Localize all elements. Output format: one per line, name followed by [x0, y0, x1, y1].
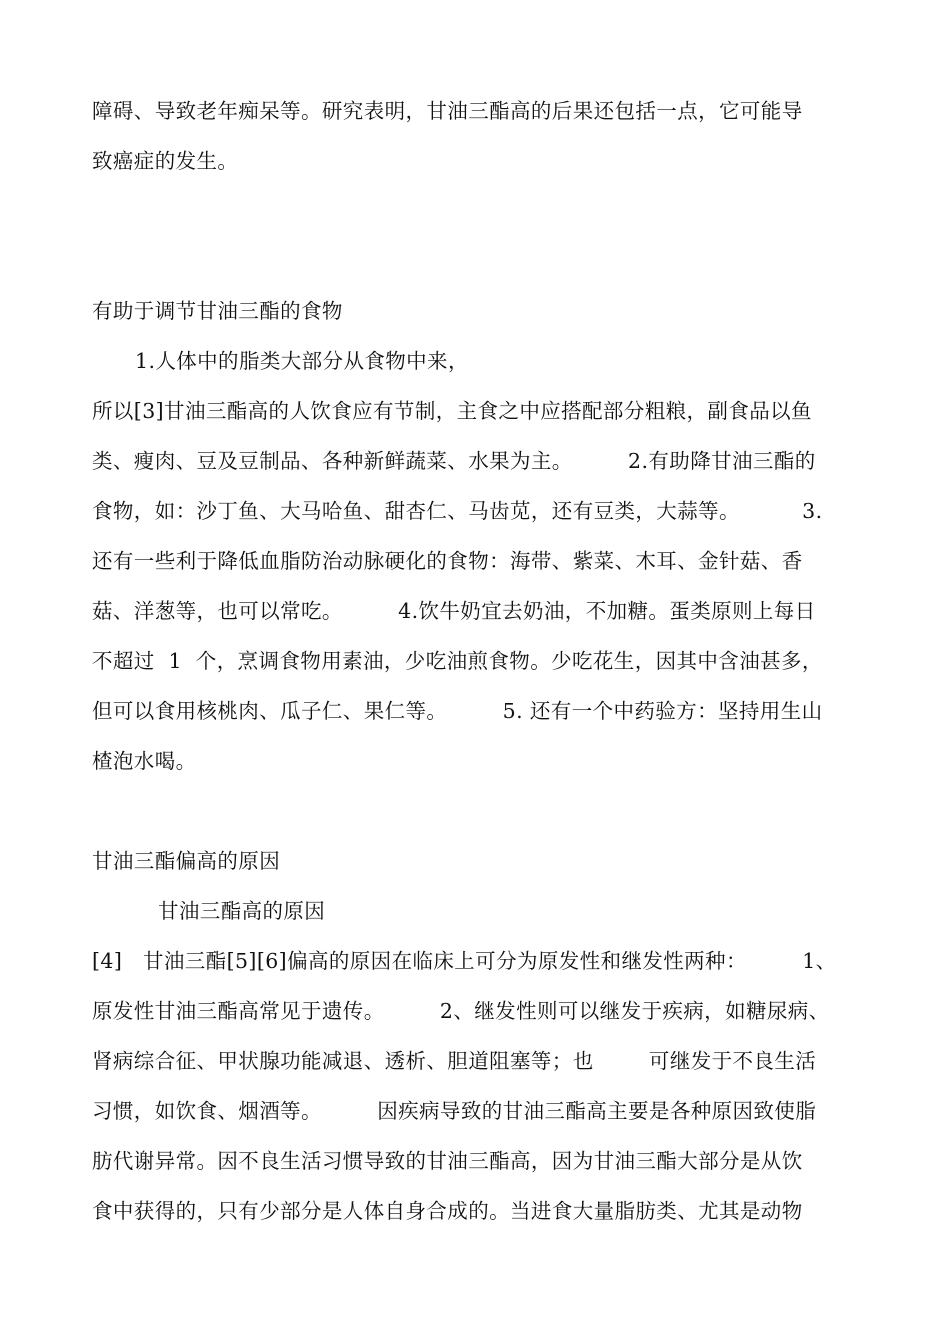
paragraph-line: 原发性甘油三酯高常见于遗传。 2、继发性则可以继发于疾病，如糖尿病、	[92, 999, 830, 1023]
paragraph-line: 楂泡水喝。	[92, 749, 197, 773]
paragraph-line: 类、瘦肉、豆及豆制品、各种新鲜蔬菜、水果为主。 2.有助降甘油三酯的	[92, 449, 816, 473]
paragraph-line: 肪代谢异常。因不良生活习惯导致的甘油三酯高，因为甘油三酯大部分是从饮	[92, 1149, 803, 1173]
paragraph-line: 障碍、导致老年痴呆等。研究表明，甘油三酯高的后果还包括一点，它可能导	[92, 99, 803, 123]
section-heading-cause: 甘油三酯偏高的原因	[92, 849, 281, 873]
paragraph-line: 1.人体中的脂类大部分从食物中来，	[135, 349, 469, 373]
paragraph-line: 但可以食用核桃肉、瓜子仁、果仁等。 5. 还有一个中药验方：坚持用生山	[92, 699, 823, 723]
paragraph-line: 不超过 1 个，烹调食物用素油，少吃油煎食物。少吃花生，因其中含油甚多，	[92, 649, 823, 673]
paragraph-line: 菇、洋葱等，也可以常吃。 4.饮牛奶宜去奶油，不加糖。蛋类原则上每日	[92, 599, 816, 623]
paragraph-line: 致癌症的发生。	[92, 149, 239, 173]
paragraph-line: 还有一些利于降低血脂防治动脉硬化的食物：海带、紫菜、木耳、金针菇、香	[92, 549, 803, 573]
paragraph-line: 所以[3]甘油三酯高的人饮食应有节制，主食之中应搭配部分粗粮，副食品以鱼	[92, 399, 812, 423]
section-heading-food: 有助于调节甘油三酯的食物	[92, 299, 343, 323]
paragraph-line: 肾病综合征、甲状腺功能减退、透析、胆道阻塞等；也 可继发于不良生活	[92, 1049, 817, 1073]
paragraph-line: 食中获得的，只有少部分是人体自身合成的。当进食大量脂肪类、尤其是动物	[92, 1199, 803, 1223]
paragraph-line: 食物，如：沙丁鱼、大马哈鱼、甜杏仁、马齿苋，还有豆类，大蒜等。 3.	[92, 499, 823, 523]
paragraph-line: 习惯，如饮食、烟酒等。 因疾病导致的甘油三酯高主要是各种原因致使脂	[92, 1099, 817, 1123]
paragraph-line: [4] 甘油三酯[5][6]偏高的原因在临床上可分为原发性和继发性两种： 1、	[92, 949, 837, 973]
sub-heading-cause: 甘油三酯高的原因	[158, 899, 326, 923]
